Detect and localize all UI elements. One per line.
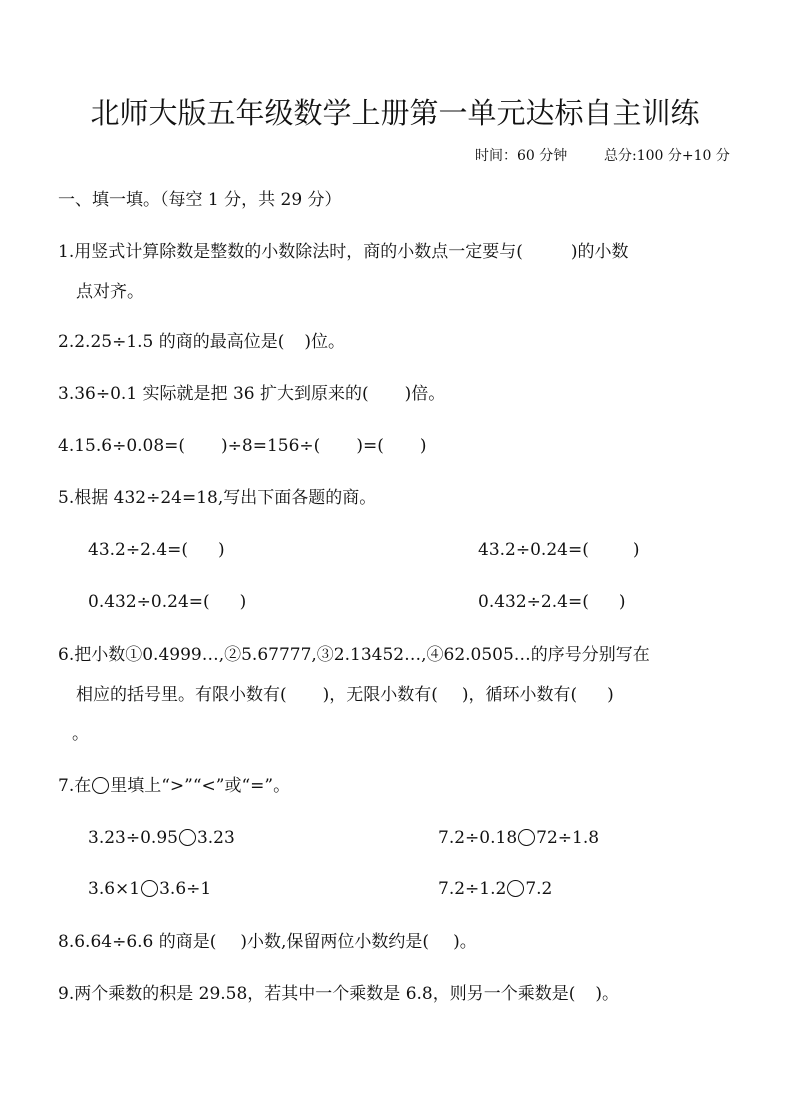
question-5-item-d-close: ) xyxy=(618,592,626,612)
question-5-item-a-text: 43.2÷2.4=( xyxy=(88,540,189,560)
question-5-item-b-close: ) xyxy=(632,540,640,560)
question-7-item-d-right: 7.2 xyxy=(525,879,553,899)
question-6-line-3: 。 xyxy=(72,724,89,744)
question-7-item-c xyxy=(88,877,211,901)
question-1-text-a: 1.用竖式计算除数是整数的小数除法时，商的小数点一定要与( xyxy=(58,242,523,262)
question-8-text-b: )小数,保留两位小数约是( xyxy=(240,932,430,952)
question-6-line-2 xyxy=(76,683,614,707)
question-7-item-c-right: 3.6÷1 xyxy=(159,879,212,899)
question-1-line-2: 点对齐。 xyxy=(76,282,144,302)
question-7-stem-b: 里填上“>”“<”或“=”。 xyxy=(110,776,291,796)
question-7-item-a-left: 3.23÷0.95 xyxy=(88,828,178,848)
question-7-item-b-left: 7.2÷0.18 xyxy=(438,828,518,848)
question-8-text-c: )。 xyxy=(453,932,477,952)
question-7-stem-a: 7.在 xyxy=(58,776,92,796)
question-2-text-b: )位。 xyxy=(304,332,346,352)
question-5-item-c-text: 0.432÷0.24=( xyxy=(88,592,210,612)
question-7-item-b-right: 72÷1.8 xyxy=(536,828,600,848)
section-heading: 一、填一填。（每空 1 分，共 29 分） xyxy=(58,190,342,210)
answer-circle[interactable] xyxy=(518,829,535,846)
answer-circle[interactable] xyxy=(507,880,524,897)
question-5-item-d xyxy=(478,590,625,614)
question-6-text-a: 相应的括号里。有限小数有( xyxy=(76,685,287,705)
answer-circle[interactable] xyxy=(141,880,158,897)
question-6-text-d: ) xyxy=(607,685,614,705)
question-8 xyxy=(58,930,477,954)
question-4-text-d: ) xyxy=(419,436,427,456)
question-1-line-1 xyxy=(58,240,629,264)
question-3-text-b: )倍。 xyxy=(404,384,446,404)
question-4-text-a: 4.15.6÷0.08=( xyxy=(58,436,186,456)
question-5-item-b xyxy=(478,538,639,562)
question-7-stem xyxy=(58,774,290,798)
question-7-item-d-left: 7.2÷1.2 xyxy=(438,879,507,899)
total-score: 总分:100 分+10 分 xyxy=(604,148,730,164)
question-2-text-a: 2.2.25÷1.5 的商的最高位是( xyxy=(58,332,285,352)
question-9-text-a: 9.两个乘数的积是 29.58，若其中一个乘数是 6.8，则另一个乘数是( xyxy=(58,984,576,1004)
answer-circle[interactable] xyxy=(179,829,196,846)
question-5-item-a xyxy=(88,538,225,562)
time-limit: 时间：60 分钟 xyxy=(475,148,568,164)
question-5-item-d-text: 0.432÷2.4=( xyxy=(478,592,589,612)
question-4 xyxy=(58,434,426,458)
question-4-text-c: )=( xyxy=(356,436,384,456)
question-7-item-c-left: 3.6×1 xyxy=(88,879,141,899)
question-1-text-b: )的小数 xyxy=(570,242,629,262)
page-title: 北师大版五年级数学上册第一单元达标自主训练 xyxy=(90,96,700,130)
question-3 xyxy=(58,382,445,406)
question-8-text-a: 8.6.64÷6.6 的商是( xyxy=(58,932,217,952)
question-7-item-a xyxy=(88,826,235,850)
question-7-item-d xyxy=(438,877,552,901)
question-5-stem: 5.根据 432÷24=18,写出下面各题的商。 xyxy=(58,488,377,508)
question-9 xyxy=(58,982,619,1006)
question-4-text-b: )÷8=156÷( xyxy=(221,436,321,456)
question-7-item-a-right: 3.23 xyxy=(196,828,235,848)
question-3-text-a: 3.36÷0.1 实际就是把 36 扩大到原来的( xyxy=(58,384,369,404)
question-6-line-1: 6.把小数①0.4999…,②5.67777,③2.13452…,④62.0505…的序号分别写在 xyxy=(58,645,650,665)
question-9-text-b: )。 xyxy=(595,984,620,1004)
question-5-item-c xyxy=(88,590,246,614)
circle-icon xyxy=(92,777,109,794)
question-5-item-c-close: ) xyxy=(239,592,247,612)
question-2 xyxy=(58,330,345,354)
question-7-item-b xyxy=(438,826,599,850)
question-6-text-c: )，循环小数有( xyxy=(461,685,578,705)
question-5-item-a-close: ) xyxy=(218,540,225,560)
question-5-item-b-text: 43.2÷0.24=( xyxy=(478,540,589,560)
question-6-text-b: )，无限小数有( xyxy=(322,685,438,705)
